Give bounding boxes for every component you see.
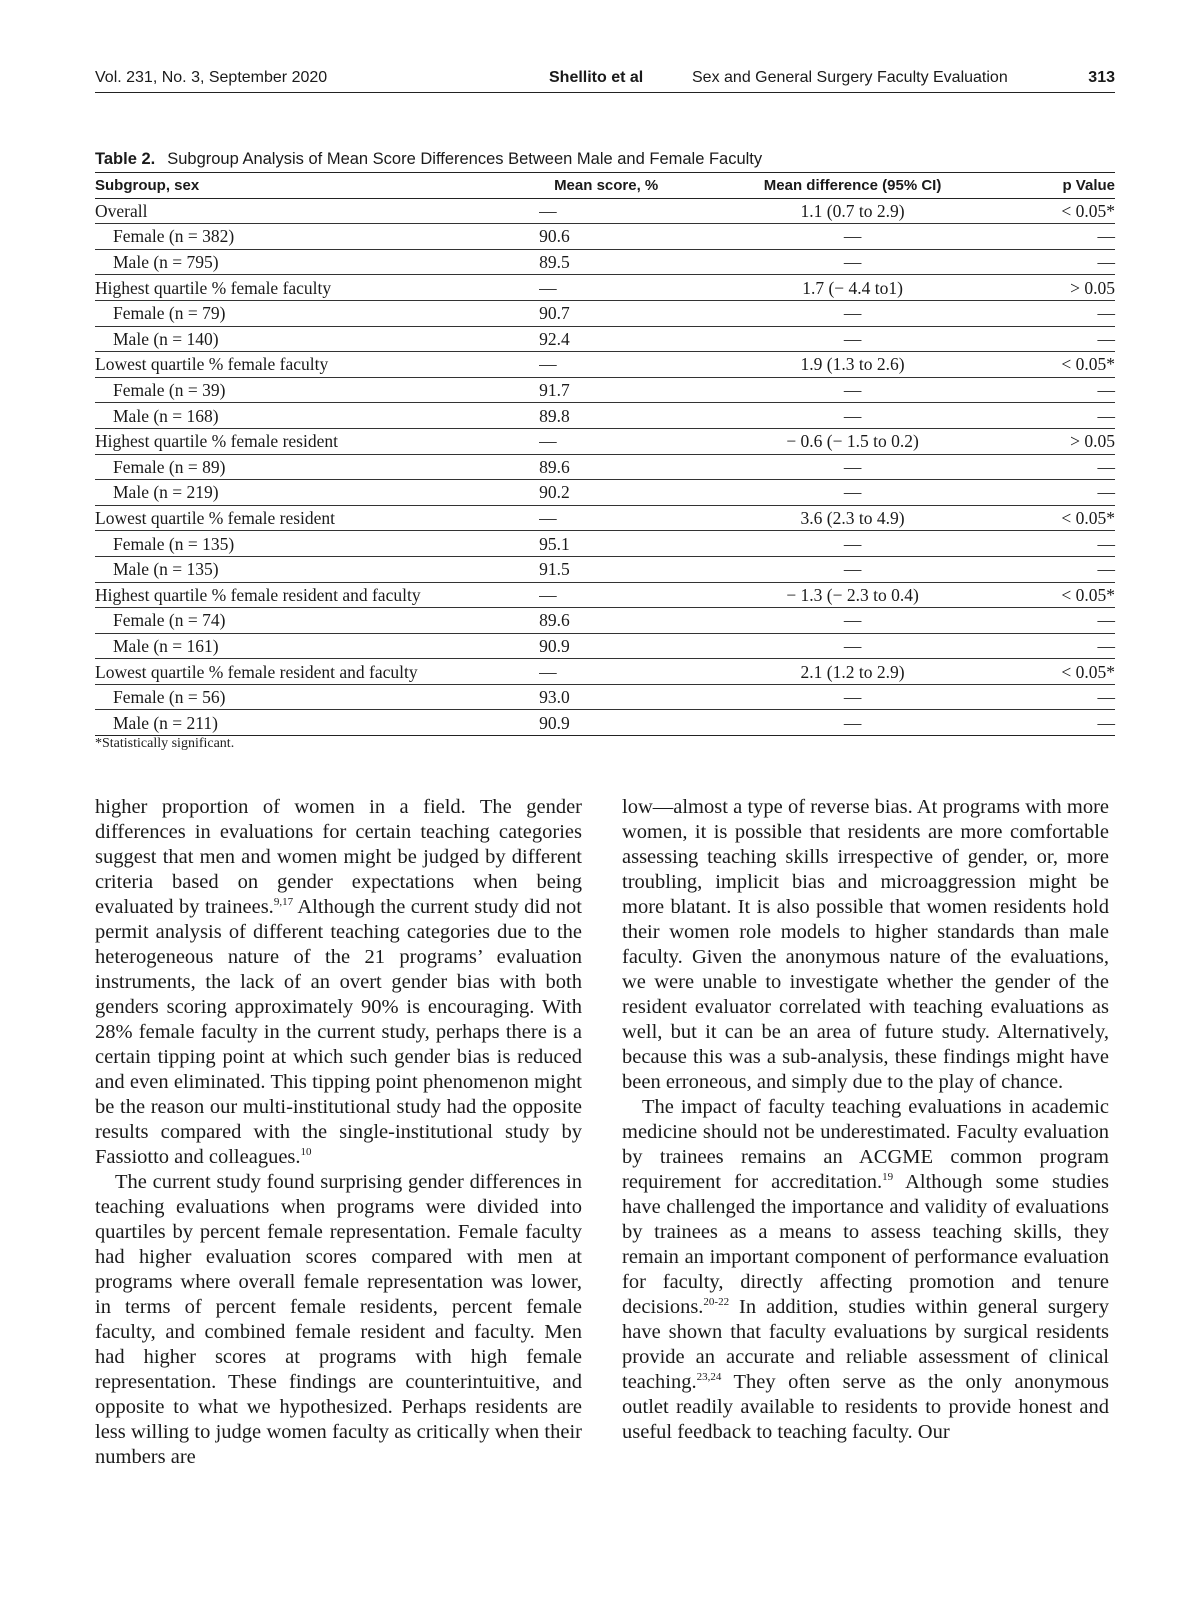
- mean-score-value: 90.6: [539, 226, 570, 247]
- cell-p-value: —: [1014, 224, 1115, 250]
- cell-mean-score: [521, 403, 691, 429]
- table-row: [95, 556, 1115, 582]
- mean-score-value: —: [539, 508, 557, 529]
- cell-mean-difference: —: [691, 684, 1014, 710]
- table-body: [95, 198, 1115, 735]
- running-head: [95, 66, 1115, 93]
- table-row: [95, 224, 1115, 250]
- mean-score-value: 91.5: [539, 559, 570, 580]
- cell-subgroup: Female (n = 39): [95, 377, 521, 403]
- body-column-left: [95, 795, 582, 1470]
- cell-p-value: —: [1014, 480, 1115, 506]
- mean-score-value: 90.9: [539, 712, 570, 733]
- cell-subgroup: Highest quartile % female resident: [95, 428, 521, 454]
- table-row: [95, 428, 1115, 454]
- cell-mean-difference: − 0.6 (− 1.5 to 0.2): [691, 428, 1014, 454]
- cell-p-value: —: [1014, 556, 1115, 582]
- paragraph: [622, 1095, 1109, 1445]
- mean-score-value: 93.0: [539, 687, 570, 708]
- cell-mean-score: [521, 659, 691, 685]
- citation: 19: [882, 1171, 894, 1184]
- cell-p-value: < 0.05*: [1014, 659, 1115, 685]
- mean-score-value: 89.5: [539, 252, 570, 273]
- cell-p-value: —: [1014, 403, 1115, 429]
- page-number: 313: [1088, 69, 1115, 86]
- citation: 9,17: [273, 896, 294, 909]
- cell-mean-difference: —: [691, 377, 1014, 403]
- mean-score-value: 89.8: [539, 405, 570, 426]
- mean-score-value: —: [539, 200, 557, 221]
- cell-subgroup: Female (n = 74): [95, 608, 521, 634]
- cell-mean-difference: —: [691, 710, 1014, 736]
- cell-subgroup: Lowest quartile % female resident: [95, 505, 521, 531]
- mean-score-value: 92.4: [539, 328, 570, 349]
- table-row: [95, 275, 1115, 301]
- running-authors: Shellito et al: [549, 69, 644, 86]
- cell-mean-difference: —: [691, 608, 1014, 634]
- cell-p-value: —: [1014, 249, 1115, 275]
- cell-mean-difference: —: [691, 454, 1014, 480]
- col-header-subgroup: Subgroup, sex: [95, 173, 521, 199]
- cell-mean-difference: —: [691, 249, 1014, 275]
- table-row: [95, 710, 1115, 736]
- citation: 10: [300, 1146, 312, 1159]
- table-row: [95, 326, 1115, 352]
- cell-subgroup: Male (n = 795): [95, 249, 521, 275]
- cell-mean-score: [521, 352, 691, 378]
- cell-mean-score: [521, 582, 691, 608]
- cell-subgroup: Male (n = 211): [95, 710, 521, 736]
- table-row: [95, 633, 1115, 659]
- table-row: [95, 684, 1115, 710]
- table-label: Table 2.: [95, 150, 156, 168]
- cell-mean-score: [521, 249, 691, 275]
- mean-score-value: 89.6: [539, 456, 570, 477]
- cell-mean-difference: —: [691, 224, 1014, 250]
- mean-score-value: 90.7: [539, 303, 570, 324]
- cell-p-value: —: [1014, 608, 1115, 634]
- table-row: [95, 505, 1115, 531]
- table-row: [95, 352, 1115, 378]
- cell-mean-score: [521, 300, 691, 326]
- table-row: [95, 249, 1115, 275]
- cell-p-value: < 0.05*: [1014, 198, 1115, 224]
- table-caption: [95, 150, 762, 169]
- table-row: [95, 531, 1115, 557]
- results-table: [95, 172, 1115, 736]
- table-header-row: [95, 173, 1115, 199]
- cell-mean-score: [521, 377, 691, 403]
- table-caption-text: Subgroup Analysis of Mean Score Differences Between Male and Female Faculty: [167, 150, 763, 168]
- text-span: Although the current study did not permit analysis of different teaching categories due to the heterogeneous nature of the 21 programs’ evaluation instruments, the lack of an overt gender bias with both genders scoring approximately 90% is encouraging. With 28% female faculty in the current study, perhaps there is a certain tipping point at which such gender bias is reduced and even eliminated. This tipping point phenomenon might be the reason our multi-institutional study had the opposite results compared with the single-institutional study by Fassiotto and colleagues.: [95, 896, 582, 1168]
- table-row: [95, 377, 1115, 403]
- cell-mean-score: [521, 531, 691, 557]
- running-title: Sex and General Surgery Faculty Evaluation: [692, 69, 1008, 86]
- table-row: [95, 582, 1115, 608]
- mean-score-value: —: [539, 661, 557, 682]
- cell-p-value: > 0.05: [1014, 275, 1115, 301]
- cell-mean-difference: —: [691, 403, 1014, 429]
- cell-p-value: < 0.05*: [1014, 352, 1115, 378]
- cell-mean-difference: —: [691, 531, 1014, 557]
- cell-p-value: —: [1014, 377, 1115, 403]
- cell-p-value: —: [1014, 531, 1115, 557]
- table-row: [95, 608, 1115, 634]
- cell-subgroup: Male (n = 219): [95, 480, 521, 506]
- cell-mean-difference: —: [691, 326, 1014, 352]
- cell-subgroup: Male (n = 135): [95, 556, 521, 582]
- cell-mean-score: [521, 198, 691, 224]
- mean-score-value: 89.6: [539, 610, 570, 631]
- text-span: Although some studies have challenged the importance and validity of evaluations by trainees as a means to assess teaching skills, they remain an important component of performance evaluation for faculty, directly affecting promotion and tenure decisions.: [622, 1171, 1109, 1318]
- cell-mean-score: [521, 275, 691, 301]
- cell-subgroup: Male (n = 140): [95, 326, 521, 352]
- table-row: [95, 454, 1115, 480]
- cell-subgroup: Lowest quartile % female faculty: [95, 352, 521, 378]
- table-row: [95, 198, 1115, 224]
- cell-mean-difference: 2.1 (1.2 to 2.9): [691, 659, 1014, 685]
- cell-mean-difference: 1.9 (1.3 to 2.6): [691, 352, 1014, 378]
- cell-subgroup: Female (n = 135): [95, 531, 521, 557]
- cell-p-value: —: [1014, 454, 1115, 480]
- cell-mean-score: [521, 556, 691, 582]
- text-span: higher proportion of women in a field. The gender differences in evaluations for certain teaching categories suggest that men and women might be judged by different criteria based on gender expectations when being evaluated by trainees.: [95, 796, 582, 918]
- cell-subgroup: Female (n = 56): [95, 684, 521, 710]
- cell-p-value: > 0.05: [1014, 428, 1115, 454]
- cell-mean-difference: 1.1 (0.7 to 2.9): [691, 198, 1014, 224]
- mean-score-value: —: [539, 584, 557, 605]
- cell-p-value: —: [1014, 710, 1115, 736]
- table-footnote: *Statistically significant.: [95, 736, 235, 751]
- text-span: In addition, studies within general surgery have shown that faculty evaluations by surgical residents provide an accurate and reliable assessment of clinical teaching.: [622, 1296, 1109, 1393]
- col-header-p-value: p Value: [1014, 173, 1115, 199]
- cell-subgroup: Lowest quartile % female resident and faculty: [95, 659, 521, 685]
- text-span: The impact of faculty teaching evaluations in academic medicine should not be underestimated. Faculty evaluation by trainees remains an ACGME common program requirement for accreditation.: [622, 1096, 1109, 1193]
- col-header-mean-score: Mean score, %: [521, 173, 691, 199]
- cell-mean-score: [521, 428, 691, 454]
- cell-mean-difference: 3.6 (2.3 to 4.9): [691, 505, 1014, 531]
- text-span: They often serve as the only anonymous outlet readily available to residents to provide honest and useful feedback to teaching faculty. Our: [622, 1371, 1109, 1443]
- cell-p-value: —: [1014, 300, 1115, 326]
- cell-mean-score: [521, 710, 691, 736]
- cell-mean-score: [521, 684, 691, 710]
- cell-mean-score: [521, 224, 691, 250]
- mean-score-value: 90.2: [539, 482, 570, 503]
- cell-p-value: < 0.05*: [1014, 582, 1115, 608]
- mean-score-value: —: [539, 354, 557, 375]
- cell-mean-score: [521, 505, 691, 531]
- cell-mean-difference: —: [691, 556, 1014, 582]
- table-row: [95, 403, 1115, 429]
- cell-subgroup: Female (n = 382): [95, 224, 521, 250]
- mean-score-value: 95.1: [539, 533, 570, 554]
- paragraph: low—almost a type of reverse bias. At programs with more women, it is possible that residents are more comfortable assessing teaching skills irrespective of gender, or, more troubling, implicit bias and microaggression might be more blatant. It is also possible that women residents hold their women role models to higher standards than male faculty. Given the anonymous nature of the evaluations, we were unable to investigate whether the gender of the resident evaluator correlated with teaching evaluations as well, but it can be an area of future study. Alternatively, because this was a sub-analysis, these findings might have been erroneous, and simply due to the play of chance.: [622, 796, 1109, 1093]
- cell-mean-score: [521, 608, 691, 634]
- cell-subgroup: Highest quartile % female faculty: [95, 275, 521, 301]
- cell-p-value: —: [1014, 326, 1115, 352]
- table-row: [95, 480, 1115, 506]
- journal-volume: Vol. 231, No. 3, September 2020: [95, 69, 328, 86]
- citation: 20-22: [703, 1296, 730, 1309]
- cell-p-value: < 0.05*: [1014, 505, 1115, 531]
- cell-mean-score: [521, 326, 691, 352]
- cell-subgroup: Overall: [95, 198, 521, 224]
- cell-mean-score: [521, 454, 691, 480]
- paragraph: [95, 795, 582, 1170]
- paragraph: The current study found surprising gender differences in teaching evaluations when programs were divided into quartiles by percent female representation. Female faculty had higher evaluation scores compared with men at programs where overall female representation was lower, in terms of percent female residents, percent female faculty, and combined female resident and faculty. Men had higher scores at programs with high female representation. These findings are counterintuitive, and opposite to what we hypothesized. Perhaps residents are less willing to judge women faculty as critically when their numbers are: [95, 1171, 582, 1468]
- cell-mean-score: [521, 480, 691, 506]
- body-column-right: [622, 795, 1109, 1445]
- mean-score-value: —: [539, 431, 557, 452]
- cell-p-value: —: [1014, 684, 1115, 710]
- cell-mean-difference: —: [691, 633, 1014, 659]
- cell-subgroup: Highest quartile % female resident and faculty: [95, 582, 521, 608]
- cell-mean-difference: 1.7 (− 4.4 to1): [691, 275, 1014, 301]
- col-header-mean-difference: Mean difference (95% CI): [691, 173, 1014, 199]
- cell-subgroup: Male (n = 168): [95, 403, 521, 429]
- cell-subgroup: Female (n = 79): [95, 300, 521, 326]
- cell-mean-difference: —: [691, 480, 1014, 506]
- cell-mean-score: [521, 633, 691, 659]
- mean-score-value: —: [539, 277, 557, 298]
- mean-score-value: 91.7: [539, 380, 570, 401]
- citation: 23,24: [696, 1371, 722, 1384]
- table-row: [95, 300, 1115, 326]
- cell-subgroup: Male (n = 161): [95, 633, 521, 659]
- table-row: [95, 659, 1115, 685]
- cell-subgroup: Female (n = 89): [95, 454, 521, 480]
- mean-score-value: 90.9: [539, 635, 570, 656]
- cell-mean-difference: − 1.3 (− 2.3 to 0.4): [691, 582, 1014, 608]
- cell-p-value: —: [1014, 633, 1115, 659]
- cell-mean-difference: —: [691, 300, 1014, 326]
